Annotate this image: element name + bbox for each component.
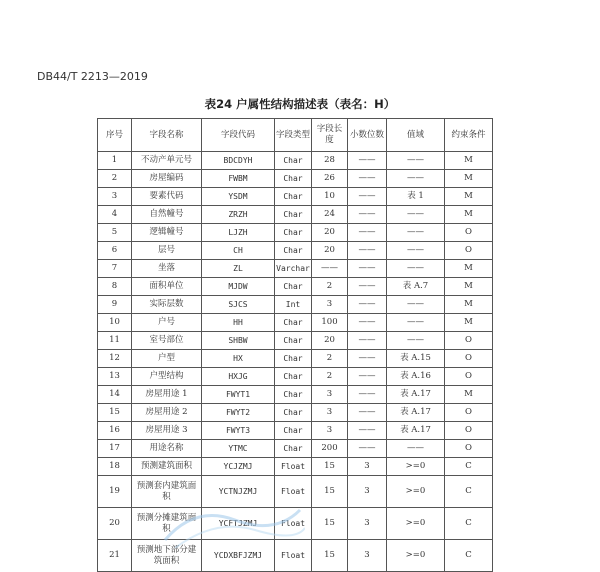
table-cell: MJDW [202, 278, 275, 296]
table-cell: —— [387, 332, 445, 350]
table-cell: ZL [202, 260, 275, 278]
table-cell: 20 [312, 224, 348, 242]
table-cell: M [445, 278, 493, 296]
table-row [98, 368, 493, 386]
table-cell: —— [348, 188, 387, 206]
table-cell: Varchar [275, 260, 312, 278]
table-cell: —— [348, 170, 387, 188]
table-cell: YCDXBFJZMJ [202, 540, 275, 572]
table-row [98, 260, 493, 278]
table-cell: 3 [348, 458, 387, 476]
table-cell: 15 [98, 404, 132, 422]
table-cell: C [445, 540, 493, 572]
table-cell: M [445, 188, 493, 206]
header-cell: 约束条件 [445, 119, 493, 152]
table-cell: 15 [312, 508, 348, 540]
header-cell: 字段名称 [132, 119, 202, 152]
table-cell: —— [348, 206, 387, 224]
table-cell: 8 [98, 278, 132, 296]
table-cell: —— [348, 296, 387, 314]
table-cell: Char [275, 332, 312, 350]
table-cell: C [445, 508, 493, 540]
table-row [98, 314, 493, 332]
table-cell: 15 [312, 458, 348, 476]
table-cell: —— [387, 242, 445, 260]
table-cell: —— [387, 314, 445, 332]
table-cell: HX [202, 350, 275, 368]
table-cell: 房屋用途 2 [132, 404, 202, 422]
table-cell: 预测建筑面积 [132, 458, 202, 476]
table-cell: —— [348, 386, 387, 404]
table-row [98, 332, 493, 350]
table-cell: 要素代码 [132, 188, 202, 206]
table-cell: >=0 [387, 540, 445, 572]
header-cell: 字段代码 [202, 119, 275, 152]
table-cell: —— [348, 404, 387, 422]
standard-code: DB44/T 2213—2019 [37, 70, 148, 83]
table-cell: O [445, 350, 493, 368]
table-cell: 3 [98, 188, 132, 206]
table-cell: —— [348, 368, 387, 386]
table-cell: 9 [98, 296, 132, 314]
table-cell: BDCDYH [202, 152, 275, 170]
table-cell: 4 [98, 206, 132, 224]
header-cell: 字段类型 [275, 119, 312, 152]
table-cell: 预测地下部分建筑面积 [132, 540, 202, 572]
table-cell: —— [387, 296, 445, 314]
table-cell: O [445, 368, 493, 386]
table-cell: Char [275, 170, 312, 188]
table-cell: 室号部位 [132, 332, 202, 350]
table-cell: 表 1 [387, 188, 445, 206]
table-cell: 15 [312, 476, 348, 508]
table-cell: LJZH [202, 224, 275, 242]
table-cell: 28 [312, 152, 348, 170]
table-cell: Char [275, 224, 312, 242]
table-row [98, 296, 493, 314]
table-cell: 19 [98, 476, 132, 508]
table-cell: —— [348, 440, 387, 458]
table-cell: Char [275, 188, 312, 206]
table-cell: —— [348, 224, 387, 242]
table-cell: M [445, 152, 493, 170]
table-cell: 逻辑幢号 [132, 224, 202, 242]
table-cell: —— [348, 242, 387, 260]
table-cell: 3 [312, 386, 348, 404]
table-cell: FWYT1 [202, 386, 275, 404]
table-cell: —— [348, 278, 387, 296]
table-cell: 3 [312, 422, 348, 440]
table-cell: 18 [98, 458, 132, 476]
table-cell: 实际层数 [132, 296, 202, 314]
table-cell: —— [387, 206, 445, 224]
table-cell: 10 [312, 188, 348, 206]
table-cell: 坐落 [132, 260, 202, 278]
table-cell: Float [275, 458, 312, 476]
table-row [98, 458, 493, 476]
table-row [98, 350, 493, 368]
table-cell: 户型 [132, 350, 202, 368]
table-row [98, 152, 493, 170]
table-cell: Char [275, 152, 312, 170]
table-cell: O [445, 224, 493, 242]
table-cell: 3 [348, 540, 387, 572]
table-cell: 不动产单元号 [132, 152, 202, 170]
table-cell: M [445, 206, 493, 224]
table-cell: 表 A.17 [387, 422, 445, 440]
table-cell: ZRZH [202, 206, 275, 224]
table-cell: Char [275, 206, 312, 224]
table-cell: 表 A.15 [387, 350, 445, 368]
table-cell: 15 [312, 540, 348, 572]
table-cell: 房屋用途 3 [132, 422, 202, 440]
table-cell: FWBM [202, 170, 275, 188]
table-cell: SJCS [202, 296, 275, 314]
table-cell: —— [387, 440, 445, 458]
table-cell: 12 [98, 350, 132, 368]
table-cell: —— [348, 314, 387, 332]
watermark-stamp [155, 500, 305, 548]
table-cell: Char [275, 440, 312, 458]
table-cell: Char [275, 368, 312, 386]
table-cell: YCTNJZMJ [202, 476, 275, 508]
table-cell: 5 [98, 224, 132, 242]
table-cell: —— [348, 260, 387, 278]
table-cell: 10 [98, 314, 132, 332]
table-row [98, 206, 493, 224]
table-row [98, 278, 493, 296]
table-cell: Char [275, 386, 312, 404]
table-cell: —— [387, 224, 445, 242]
table-cell: 3 [348, 508, 387, 540]
header-cell: 字段长度 [312, 119, 348, 152]
table-cell: 户号 [132, 314, 202, 332]
table-cell: 2 [98, 170, 132, 188]
table-cell: HXJG [202, 368, 275, 386]
table-row [98, 386, 493, 404]
table-cell: O [445, 332, 493, 350]
table-cell: >=0 [387, 508, 445, 540]
table-cell: YTMC [202, 440, 275, 458]
table-cell: 26 [312, 170, 348, 188]
table-cell: HH [202, 314, 275, 332]
table-cell: FWYT2 [202, 404, 275, 422]
table-row [98, 404, 493, 422]
table-cell: 预测分摊建筑面积 [132, 508, 202, 540]
table-cell: 3 [348, 476, 387, 508]
table-title: 表24 户属性结构描述表（表名：H） [204, 97, 396, 111]
table-cell: —— [348, 152, 387, 170]
table-header-row [98, 119, 493, 152]
table-cell: Float [275, 476, 312, 508]
table-cell: 100 [312, 314, 348, 332]
table-cell: 1 [98, 152, 132, 170]
table-cell: >=0 [387, 458, 445, 476]
table-row [98, 188, 493, 206]
table-cell: 户型结构 [132, 368, 202, 386]
table-cell: C [445, 458, 493, 476]
table-cell: 表 A.17 [387, 404, 445, 422]
table-cell: O [445, 440, 493, 458]
table-cell: —— [387, 152, 445, 170]
table-cell: 17 [98, 440, 132, 458]
table-cell: M [445, 296, 493, 314]
table-cell: 20 [98, 508, 132, 540]
table-cell: 面积单位 [132, 278, 202, 296]
table-cell: M [445, 386, 493, 404]
table-cell: SHBW [202, 332, 275, 350]
table-row [98, 224, 493, 242]
table-cell: —— [348, 422, 387, 440]
table-cell: —— [348, 332, 387, 350]
table-cell: CH [202, 242, 275, 260]
table-cell: —— [312, 260, 348, 278]
header-cell: 小数位数 [348, 119, 387, 152]
table-cell: Char [275, 242, 312, 260]
table-cell: O [445, 242, 493, 260]
table-cell: 16 [98, 422, 132, 440]
table-cell: O [445, 404, 493, 422]
table-cell: —— [387, 170, 445, 188]
table-cell: 24 [312, 206, 348, 224]
table-cell: 7 [98, 260, 132, 278]
table-cell: 6 [98, 242, 132, 260]
table-cell: M [445, 260, 493, 278]
table-cell: 2 [312, 350, 348, 368]
table-cell: >=0 [387, 476, 445, 508]
table-cell: Char [275, 350, 312, 368]
table-cell: Char [275, 422, 312, 440]
table-row [98, 242, 493, 260]
table-cell: Float [275, 508, 312, 540]
table-cell: —— [348, 350, 387, 368]
table-cell: 21 [98, 540, 132, 572]
table-row [98, 422, 493, 440]
table-cell: 200 [312, 440, 348, 458]
table-cell: 层号 [132, 242, 202, 260]
table-cell: O [445, 422, 493, 440]
table-cell: Int [275, 296, 312, 314]
table-cell: 表 A.16 [387, 368, 445, 386]
table-cell: 11 [98, 332, 132, 350]
table-cell: 14 [98, 386, 132, 404]
table-cell: M [445, 170, 493, 188]
table-cell: Float [275, 540, 312, 572]
table-cell: YSDM [202, 188, 275, 206]
table-cell: FWYT3 [202, 422, 275, 440]
table-cell: YCJZMJ [202, 458, 275, 476]
table-cell: 表 A.17 [387, 386, 445, 404]
table-row [98, 170, 493, 188]
table-cell: 2 [312, 278, 348, 296]
table-cell: Char [275, 314, 312, 332]
table-cell: 预测套内建筑面积 [132, 476, 202, 508]
table-cell: 自然幢号 [132, 206, 202, 224]
table-cell: M [445, 314, 493, 332]
header-cell: 值域 [387, 119, 445, 152]
table-cell: 房屋编码 [132, 170, 202, 188]
table-cell: 3 [312, 404, 348, 422]
table-row [98, 440, 493, 458]
table-cell: 13 [98, 368, 132, 386]
table-cell: 表 A.7 [387, 278, 445, 296]
table-cell: C [445, 476, 493, 508]
table-cell: Char [275, 404, 312, 422]
table-cell: —— [387, 260, 445, 278]
table-cell: 用途名称 [132, 440, 202, 458]
table-cell: 房屋用途 1 [132, 386, 202, 404]
table-cell: 20 [312, 242, 348, 260]
table-cell: Char [275, 278, 312, 296]
table-cell: 2 [312, 368, 348, 386]
table-cell: 3 [312, 296, 348, 314]
table-cell: YCFTJZMJ [202, 508, 275, 540]
header-cell: 序号 [98, 119, 132, 152]
table-cell: 20 [312, 332, 348, 350]
